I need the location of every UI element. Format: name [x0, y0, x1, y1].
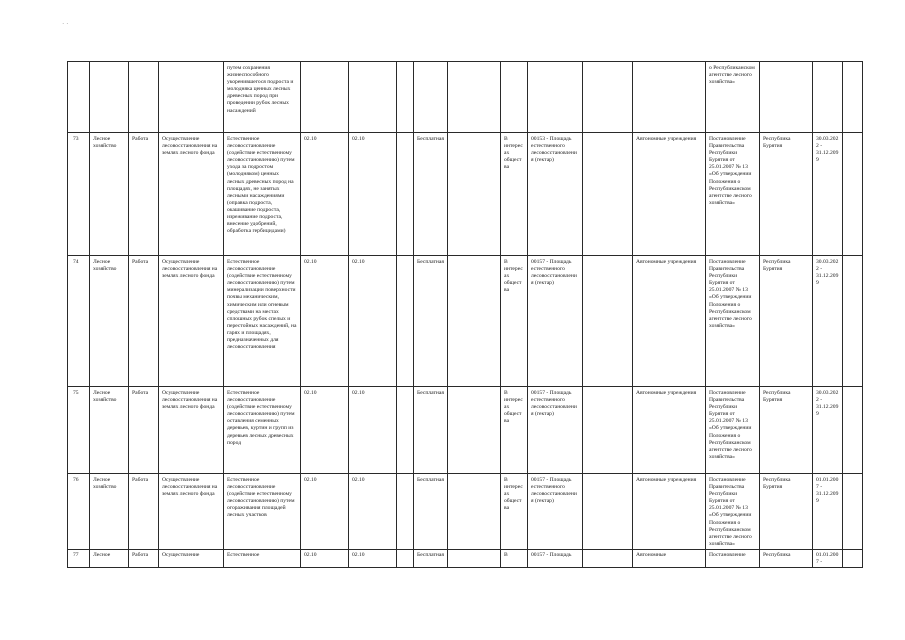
cell-empty	[397, 256, 414, 387]
cell-code1: 02.10	[301, 474, 349, 550]
cell-empty	[397, 387, 414, 474]
cell-empty	[397, 62, 414, 133]
cell-result: 00157 - Площадь естественного лесовосстановления (гектар)	[528, 474, 583, 550]
cell-period: 30.03.2022 - 31.12.2099	[813, 387, 843, 474]
cell-payment: Бесплатная	[414, 133, 448, 256]
cell-performer: Автономные учреждения	[633, 256, 706, 387]
cell-code1	[301, 62, 349, 133]
cell-performer	[633, 62, 706, 133]
cell-empty	[448, 256, 501, 387]
table-row	[68, 387, 863, 474]
cell-name: Осуществление лесовосстановления на землях лесного фонда	[159, 387, 224, 474]
cell-basis: о Республиканском агентстве лесного хозяйства»	[706, 62, 760, 133]
cell-type	[129, 62, 159, 133]
cell-empty	[448, 133, 501, 256]
cell-result: 00153 - Площадь естественного лесовосстановления (гектар)	[528, 133, 583, 256]
cell-basis: Постановление Правительства Республики Бурятия от 25.01.2007 № 13 «Об утверждении Положения о Республиканском агентстве лесного хозяйства»	[706, 474, 760, 550]
cell-empty	[448, 549, 501, 567]
cell-content: путем сохранения жизнеспособного укоренившегося подроста и молодняка ценных лесных древесных пород при проведении рубок лесных насаждений	[224, 62, 301, 133]
cell-payment: Бесплатная	[414, 549, 448, 567]
cell-code1: 02.10	[301, 549, 349, 567]
cell-name: Осуществление лесовосстановления на землях лесного фонда	[159, 133, 224, 256]
cell-name	[159, 62, 224, 133]
cell-sphere: Лесное	[90, 549, 129, 567]
cell-interest	[501, 62, 528, 133]
cell-code2: 02.10	[349, 133, 397, 256]
cell-empty	[843, 133, 863, 256]
cell-sphere	[90, 62, 129, 133]
cell-empty	[583, 256, 633, 387]
cell-empty	[397, 474, 414, 550]
cell-sphere: Лесное хозяйство	[90, 133, 129, 256]
cell-result	[528, 62, 583, 133]
corner-mark: · ·	[62, 20, 69, 28]
cell-region	[760, 62, 813, 133]
cell-performer: Автономные учреждения	[633, 133, 706, 256]
cell-type: Работа	[129, 549, 159, 567]
cell-period: 01.01.2007 - 31.12.2099	[813, 474, 843, 550]
cell-code1: 02.10	[301, 256, 349, 387]
cell-empty	[583, 133, 633, 256]
cell-interest: В	[501, 549, 528, 567]
cell-content: Естественное лесовосстановление (содействие естественному лесовосстановлению) путем оставления семенных деревьев, куртин и групп из деревьев лесных древесных пород	[224, 387, 301, 474]
cell-empty	[583, 387, 633, 474]
cell-interest: В интересах общества	[501, 387, 528, 474]
cell-region: Республика Бурятия	[760, 474, 813, 550]
cell-code2	[349, 62, 397, 133]
cell-empty	[843, 256, 863, 387]
cell-performer: Автономные учреждения	[633, 387, 706, 474]
registry-table	[67, 61, 863, 568]
cell-num: 73	[68, 133, 90, 256]
cell-code2: 02.10	[349, 256, 397, 387]
cell-name: Осуществление лесовосстановления на землях лесного фонда	[159, 474, 224, 550]
cell-content: Естественное	[224, 549, 301, 567]
cell-name: Осуществление лесовосстановления на землях лесного фонда	[159, 256, 224, 387]
cell-period: 01.01.2007 -	[813, 549, 843, 567]
cell-result: 00157 - Площадь естественного лесовосстановления (гектар)	[528, 387, 583, 474]
cell-region: Республика Бурятия	[760, 133, 813, 256]
cell-empty	[843, 474, 863, 550]
cell-empty	[843, 62, 863, 133]
cell-interest: В интересах общества	[501, 256, 528, 387]
cell-num: 74	[68, 256, 90, 387]
cell-code1: 02.10	[301, 133, 349, 256]
cell-num: 75	[68, 387, 90, 474]
cell-num: 76	[68, 474, 90, 550]
cell-payment	[414, 62, 448, 133]
cell-content: Естественное лесовосстановление (содействие естественному лесовосстановлению) путем ухода за подростом (молодняком) ценных лесных древесных пород на площадях, не занятых лесными насаждениями (оправка подроста, окашивание подроста, изреживание подроста, внесение удобрений, обработка гербицидами)	[224, 133, 301, 256]
cell-period	[813, 62, 843, 133]
table-row	[68, 256, 863, 387]
cell-code2: 02.10	[349, 549, 397, 567]
cell-num: 77	[68, 549, 90, 567]
cell-empty	[397, 133, 414, 256]
table-row	[68, 62, 863, 133]
cell-region: Республика Бурятия	[760, 387, 813, 474]
cell-period: 30.03.2022 - 31.12.2099	[813, 256, 843, 387]
cell-empty	[843, 387, 863, 474]
table-body	[68, 62, 863, 568]
cell-code1: 02.10	[301, 387, 349, 474]
cell-sphere: Лесное хозяйство	[90, 256, 129, 387]
table-row	[68, 474, 863, 550]
cell-basis: Постановление Правительства Республики Бурятия от 25.01.2007 № 13 «Об утверждении Положения о Республиканском агентстве лесного хозяйства»	[706, 133, 760, 256]
cell-payment: Бесплатная	[414, 474, 448, 550]
table-row	[68, 549, 863, 567]
cell-empty	[583, 474, 633, 550]
cell-empty	[448, 62, 501, 133]
cell-empty	[843, 549, 863, 567]
cell-empty	[583, 62, 633, 133]
cell-interest: В интересах общества	[501, 133, 528, 256]
cell-empty	[397, 549, 414, 567]
cell-type: Работа	[129, 474, 159, 550]
cell-payment: Бесплатная	[414, 256, 448, 387]
cell-type: Работа	[129, 387, 159, 474]
cell-num	[68, 62, 90, 133]
cell-basis: Постановление	[706, 549, 760, 567]
cell-name: Осуществление	[159, 549, 224, 567]
cell-period: 30.03.2022 - 31.12.2099	[813, 133, 843, 256]
cell-empty	[583, 549, 633, 567]
cell-sphere: Лесное хозяйство	[90, 474, 129, 550]
cell-empty	[448, 387, 501, 474]
cell-sphere: Лесное хозяйство	[90, 387, 129, 474]
cell-basis: Постановление Правительства Республики Бурятия от 25.01.2007 № 13 «Об утверждении Положения о Республиканском агентстве лесного хозяйства»	[706, 387, 760, 474]
cell-result: 00157 - Площадь естественного лесовосстановления (гектар)	[528, 256, 583, 387]
cell-payment: Бесплатная	[414, 387, 448, 474]
cell-type: Работа	[129, 133, 159, 256]
cell-region: Республика	[760, 549, 813, 567]
cell-performer: Автономные	[633, 549, 706, 567]
cell-code2: 02.10	[349, 387, 397, 474]
cell-empty	[448, 474, 501, 550]
cell-performer: Автономные учреждения	[633, 474, 706, 550]
table-row	[68, 133, 863, 256]
cell-type: Работа	[129, 256, 159, 387]
cell-content: Естественное лесовосстановление (содействие естественному лесовосстановлению) путем огораживания площадей лесных участков	[224, 474, 301, 550]
cell-result: 00157 - Площадь	[528, 549, 583, 567]
cell-basis: Постановление Правительства Республики Бурятия от 25.01.2007 № 13 «Об утверждении Положения о Республиканском агентстве лесного хозяйства»	[706, 256, 760, 387]
cell-content: Естественное лесовосстановление (содействие естественному лесовосстановлению) путем минерализации поверхности почвы механическим, химическим или огневым средствами на местах сплошных рубок спелых и перестойных насаждений, на гарях и площадях, предназначенных для лесовосстановления	[224, 256, 301, 387]
cell-interest: В интересах общества	[501, 474, 528, 550]
cell-region: Республика Бурятия	[760, 256, 813, 387]
cell-code2: 02.10	[349, 474, 397, 550]
